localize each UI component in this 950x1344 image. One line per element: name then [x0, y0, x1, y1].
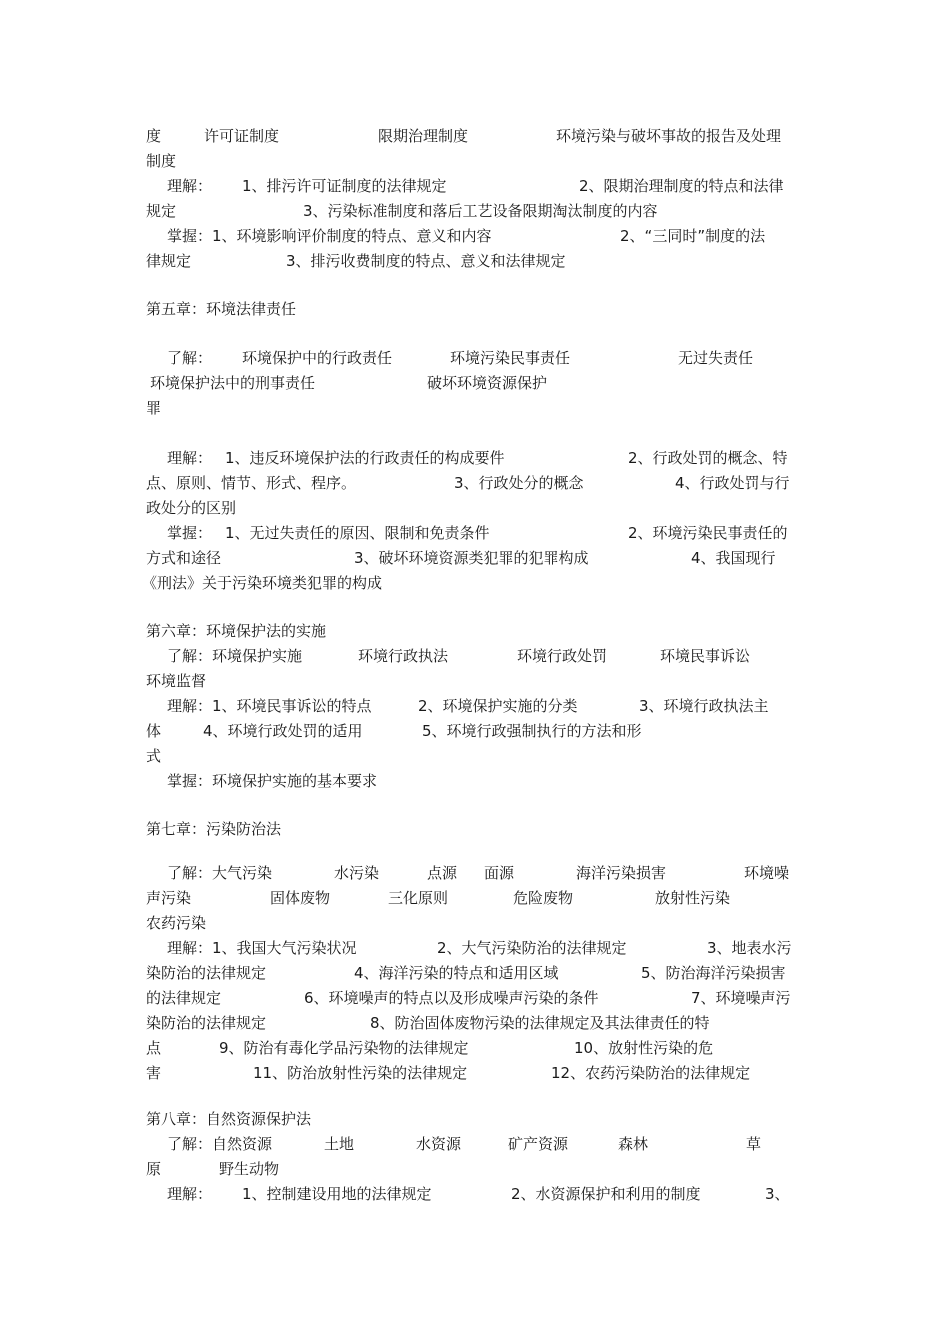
- text-segment: 环境保护法中的刑事责任: [150, 374, 316, 392]
- text-segment: 2、限期治理制度的特点和法律: [579, 177, 784, 195]
- text-segment: 掌握：1、环境影响评价制度的特点、意义和内容: [167, 227, 492, 245]
- text-segment: 森林: [618, 1135, 649, 1153]
- text-line: [146, 886, 816, 911]
- text-segment: 限期治理制度: [378, 127, 469, 145]
- text-segment: 染防治的法律规定: [146, 964, 267, 982]
- text-segment: 理解：: [167, 449, 213, 467]
- text-segment: 政处分的区别: [146, 499, 237, 517]
- chapter-title: 第七章：污染防治法: [146, 820, 282, 838]
- text-line: [146, 669, 816, 694]
- text-segment: 律规定: [146, 252, 192, 270]
- text-segment: 2、环境污染民事责任的: [628, 524, 788, 542]
- text-segment: 方式和途径: [146, 549, 222, 567]
- text-segment: 掌握：环境保护实施的基本要求: [167, 772, 378, 790]
- text-segment: 3、行政处分的概念: [454, 474, 584, 492]
- text-line: [146, 521, 816, 546]
- text-segment: 3、排污收费制度的特点、意义和法律规定: [286, 252, 566, 270]
- text-segment: 5、环境行政强制执行的方法和形: [422, 722, 642, 740]
- text-line: [146, 769, 816, 794]
- text-segment: 环境行政执法: [358, 647, 449, 665]
- text-segment: 度: [146, 127, 162, 145]
- text-segment: 规定: [146, 202, 177, 220]
- text-segment: 三化原则: [388, 889, 449, 907]
- chapter-heading: [146, 297, 816, 322]
- text-segment: 2、环境保护实施的分类: [418, 697, 578, 715]
- text-segment: 3、地表水污: [707, 939, 792, 957]
- text-line: [146, 396, 816, 421]
- text-line: [146, 911, 816, 936]
- chapter-title: 第六章：环境保护法的实施: [146, 622, 327, 640]
- text-segment: 点源: [427, 864, 458, 882]
- chapter-title: 第八章：自然资源保护法: [146, 1110, 312, 1128]
- text-segment: 破坏环境资源保护: [427, 374, 548, 392]
- text-segment: 水资源: [416, 1135, 462, 1153]
- text-segment: 土地: [324, 1135, 355, 1153]
- chapter-heading: [146, 1107, 816, 1132]
- text-line: [146, 961, 816, 986]
- text-segment: 许可证制度: [204, 127, 280, 145]
- text-line: [146, 694, 816, 719]
- text-line: [146, 199, 816, 224]
- text-segment: 2、水资源保护和利用的制度: [511, 1185, 701, 1203]
- text-segment: 罪: [146, 399, 162, 417]
- text-segment: 无过失责任: [678, 349, 754, 367]
- text-segment: 理解：: [167, 177, 213, 195]
- text-line: [146, 986, 816, 1011]
- text-segment: 3、环境行政执法主: [639, 697, 769, 715]
- text-line: [146, 1132, 816, 1157]
- text-segment: 掌握：: [167, 524, 213, 542]
- text-line: [146, 174, 816, 199]
- text-segment: 4、我国现行: [691, 549, 776, 567]
- text-line: [146, 1011, 816, 1036]
- text-segment: 了解：大气污染: [167, 864, 273, 882]
- text-segment: 式: [146, 747, 162, 765]
- text-segment: 声污染: [146, 889, 192, 907]
- text-segment: 农药污染: [146, 914, 207, 932]
- text-segment: 环境民事诉讼: [660, 647, 751, 665]
- text-segment: 海洋污染损害: [576, 864, 667, 882]
- text-segment: 4、行政处罚与行: [675, 474, 790, 492]
- text-segment: 理解：: [167, 1185, 213, 1203]
- text-segment: 原: [146, 1160, 162, 1178]
- text-line: [146, 224, 816, 249]
- text-segment: 环境行政处罚: [517, 647, 608, 665]
- text-segment: 理解：1、环境民事诉讼的特点: [167, 697, 372, 715]
- text-segment: 7、环境噪声污: [691, 989, 791, 1007]
- text-segment: 5、防治海洋污染损害: [641, 964, 786, 982]
- text-segment: 2、“三同时”制度的法: [620, 227, 766, 245]
- text-segment: 1、排污许可证制度的法律规定: [242, 177, 447, 195]
- text-line: [146, 346, 816, 371]
- text-line: [146, 471, 816, 496]
- text-line: [146, 644, 816, 669]
- text-line: [146, 1036, 816, 1061]
- text-segment: 12、农药污染防治的法律规定: [551, 1064, 751, 1082]
- text-line: [146, 744, 816, 769]
- text-segment: 点、原则、情节、形式、程序。: [146, 474, 357, 492]
- text-line: [146, 861, 816, 886]
- text-segment: 野生动物: [219, 1160, 280, 1178]
- text-line: [146, 936, 816, 961]
- text-segment: 草: [746, 1135, 762, 1153]
- text-segment: 面源: [484, 864, 515, 882]
- text-line: [146, 1182, 816, 1207]
- text-segment: 固体废物: [270, 889, 331, 907]
- text-segment: 害: [146, 1064, 162, 1082]
- text-segment: 水污染: [334, 864, 380, 882]
- text-line: [146, 1061, 816, 1086]
- text-segment: 环境监督: [146, 672, 207, 690]
- text-segment: 3、破坏环境资源类犯罪的犯罪构成: [354, 549, 589, 567]
- chapter-heading: [146, 817, 816, 842]
- text-line: [146, 124, 816, 149]
- text-segment: 环境保护中的行政责任: [242, 349, 393, 367]
- chapter-heading: [146, 619, 816, 644]
- text-segment: 放射性污染: [655, 889, 731, 907]
- text-segment: 1、违反环境保护法的行政责任的构成要件: [225, 449, 505, 467]
- text-segment: 8、防治固体废物污染的法律规定及其法律责任的特: [370, 1014, 710, 1032]
- text-segment: 4、海洋污染的特点和适用区域: [354, 964, 559, 982]
- text-segment: 了解：: [167, 349, 213, 367]
- text-segment: 环境污染民事责任: [450, 349, 571, 367]
- text-segment: 了解：环境保护实施: [167, 647, 303, 665]
- text-segment: 点: [146, 1039, 162, 1057]
- text-line: [146, 249, 816, 274]
- text-line: [146, 496, 816, 521]
- text-segment: 体: [146, 722, 162, 740]
- text-line: [142, 571, 816, 596]
- text-segment: 11、防治放射性污染的法律规定: [253, 1064, 468, 1082]
- text-segment: 6、环境噪声的特点以及形成噪声污染的条件: [304, 989, 599, 1007]
- text-segment: 《刑法》关于污染环境类犯罪的构成: [142, 574, 383, 592]
- text-segment: 危险废物: [513, 889, 574, 907]
- text-segment: 1、无过失责任的原因、限制和免责条件: [225, 524, 490, 542]
- text-segment: 1、控制建设用地的法律规定: [242, 1185, 432, 1203]
- text-segment: 4、环境行政处罚的适用: [203, 722, 363, 740]
- text-segment: 9、防治有毒化学品污染物的法律规定: [219, 1039, 469, 1057]
- text-segment: 环境噪: [744, 864, 790, 882]
- text-segment: 2、行政处罚的概念、特: [628, 449, 788, 467]
- text-segment: 染防治的法律规定: [146, 1014, 267, 1032]
- text-line: [146, 446, 816, 471]
- text-segment: 了解：自然资源: [167, 1135, 273, 1153]
- text-line: [146, 371, 816, 396]
- text-line: [146, 546, 816, 571]
- text-segment: 环境污染与破坏事故的报告及处理: [556, 127, 782, 145]
- text-segment: 理解：1、我国大气污染状况: [167, 939, 357, 957]
- text-segment: 矿产资源: [508, 1135, 569, 1153]
- text-line: [146, 1157, 816, 1182]
- text-segment: 的法律规定: [146, 989, 222, 1007]
- chapter-title: 第五章：环境法律责任: [146, 300, 297, 318]
- text-segment: 制度: [146, 152, 177, 170]
- text-segment: 2、大气污染防治的法律规定: [437, 939, 627, 957]
- text-segment: 3、: [765, 1185, 790, 1203]
- text-line: [146, 149, 816, 174]
- text-segment: 3、污染标准制度和落后工艺设备限期淘汰制度的内容: [303, 202, 658, 220]
- text-line: [146, 719, 816, 744]
- text-segment: 10、放射性污染的危: [574, 1039, 714, 1057]
